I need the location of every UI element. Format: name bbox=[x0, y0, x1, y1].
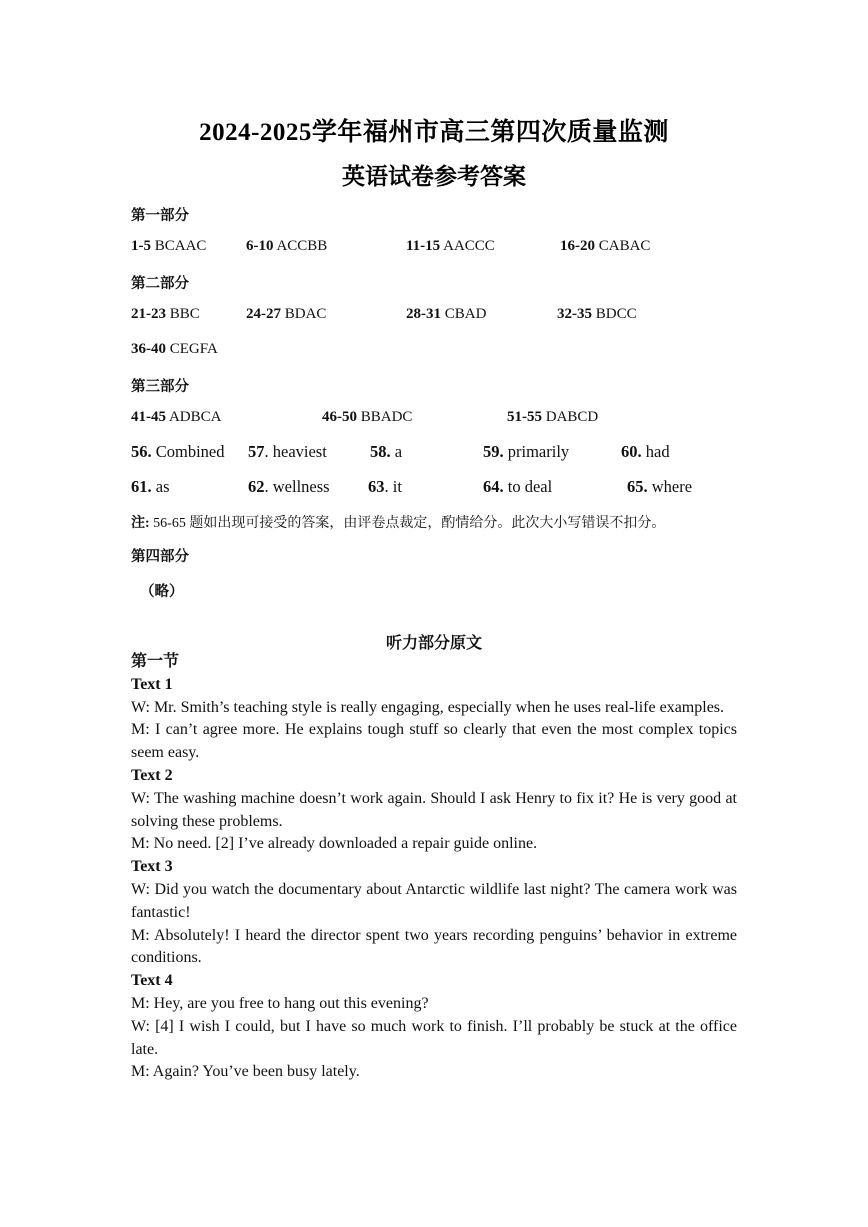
answer-group: 16-20 CABAC bbox=[560, 238, 651, 254]
answer-group: 1-5 BCAAC bbox=[131, 238, 207, 254]
dialogue-line: M: No need. [2] I’ve already downloaded a repair guide online. bbox=[131, 835, 538, 853]
dialogue-line: M: Hey, are you free to hang out this evening? bbox=[131, 994, 429, 1012]
answer-group: 41-45 ADBCA bbox=[131, 409, 222, 425]
part1-heading: 第一部分 bbox=[131, 208, 189, 224]
text-label: Text 3 bbox=[131, 858, 173, 876]
part2-heading: 第二部分 bbox=[131, 276, 189, 292]
fill-answer: 58. a bbox=[370, 442, 403, 461]
listening-title: 听力部分原文 bbox=[385, 635, 482, 652]
part4-content: （略） bbox=[140, 584, 184, 600]
scoring-note: 注: 56-65 题如出现可接受的答案，由评卷点裁定，酌情给分。此次大小写错误不扣分。 bbox=[131, 516, 666, 531]
answer-group: 46-50 BBADC bbox=[322, 409, 413, 425]
fill-answer: 57. heaviest bbox=[248, 442, 327, 461]
part3-heading: 第三部分 bbox=[131, 379, 189, 395]
text-label: Text 2 bbox=[131, 766, 173, 784]
dialogue-line: W: Did you watch the documentary about Antarctic wildlife last night? The camera work was fantastic! bbox=[131, 880, 737, 921]
page-subtitle: 英语试卷参考答案 bbox=[342, 164, 526, 189]
text-label: Text 4 bbox=[131, 972, 173, 990]
fill-answer: 59. primarily bbox=[483, 442, 570, 461]
answer-group: 6-10 ACCBB bbox=[246, 238, 328, 254]
listening-transcript bbox=[131, 651, 737, 1084]
answer-group: 28-31 CBAD bbox=[406, 306, 487, 322]
fill-answer: 64. to deal bbox=[483, 477, 553, 496]
answer-group: 24-27 BDAC bbox=[246, 306, 327, 322]
fill-answer: 61. as bbox=[131, 477, 170, 496]
answer-group: 21-23 BBC bbox=[131, 306, 200, 322]
fill-answer: 63. it bbox=[368, 477, 402, 496]
part4-heading: 第四部分 bbox=[131, 549, 189, 565]
answer-group: 11-15 AACCC bbox=[406, 238, 495, 254]
answer-group: 51-55 DABCD bbox=[507, 409, 599, 425]
dialogue-line: W: [4] I wish I could, but I have so much work to finish. I’ll probably be stuck at the office late. bbox=[131, 1017, 737, 1058]
page-title: 2024-2025学年福州市高三第四次质量监测 bbox=[199, 119, 669, 146]
fill-answer: 60. had bbox=[621, 442, 670, 461]
dialogue-line: M: Absolutely! I heard the director spent two years recording penguins’ behavior in extreme conditions. bbox=[131, 926, 737, 967]
answer-group: 32-35 BDCC bbox=[557, 306, 637, 322]
dialogue-line: M: I can’t agree more. He explains tough stuff so clearly that even the most complex topics seem easy. bbox=[131, 721, 737, 762]
fill-answer: 62. wellness bbox=[248, 477, 330, 496]
dialogue-line: M: Again? You’ve been busy lately. bbox=[131, 1063, 360, 1081]
dialogue-line: W: The washing machine doesn’t work again. Should I ask Henry to fix it? He is very good at solving these problems. bbox=[131, 789, 737, 830]
answer-group: 36-40 CEGFA bbox=[131, 341, 218, 357]
fill-answer: 56. Combined bbox=[131, 442, 225, 461]
dialogue-line: W: Mr. Smith’s teaching style is really engaging, especially when he uses real-life examples. bbox=[131, 698, 725, 716]
section-heading: 第一节 bbox=[131, 653, 180, 670]
text-label: Text 1 bbox=[131, 675, 173, 693]
fill-answer: 65. where bbox=[627, 477, 693, 496]
